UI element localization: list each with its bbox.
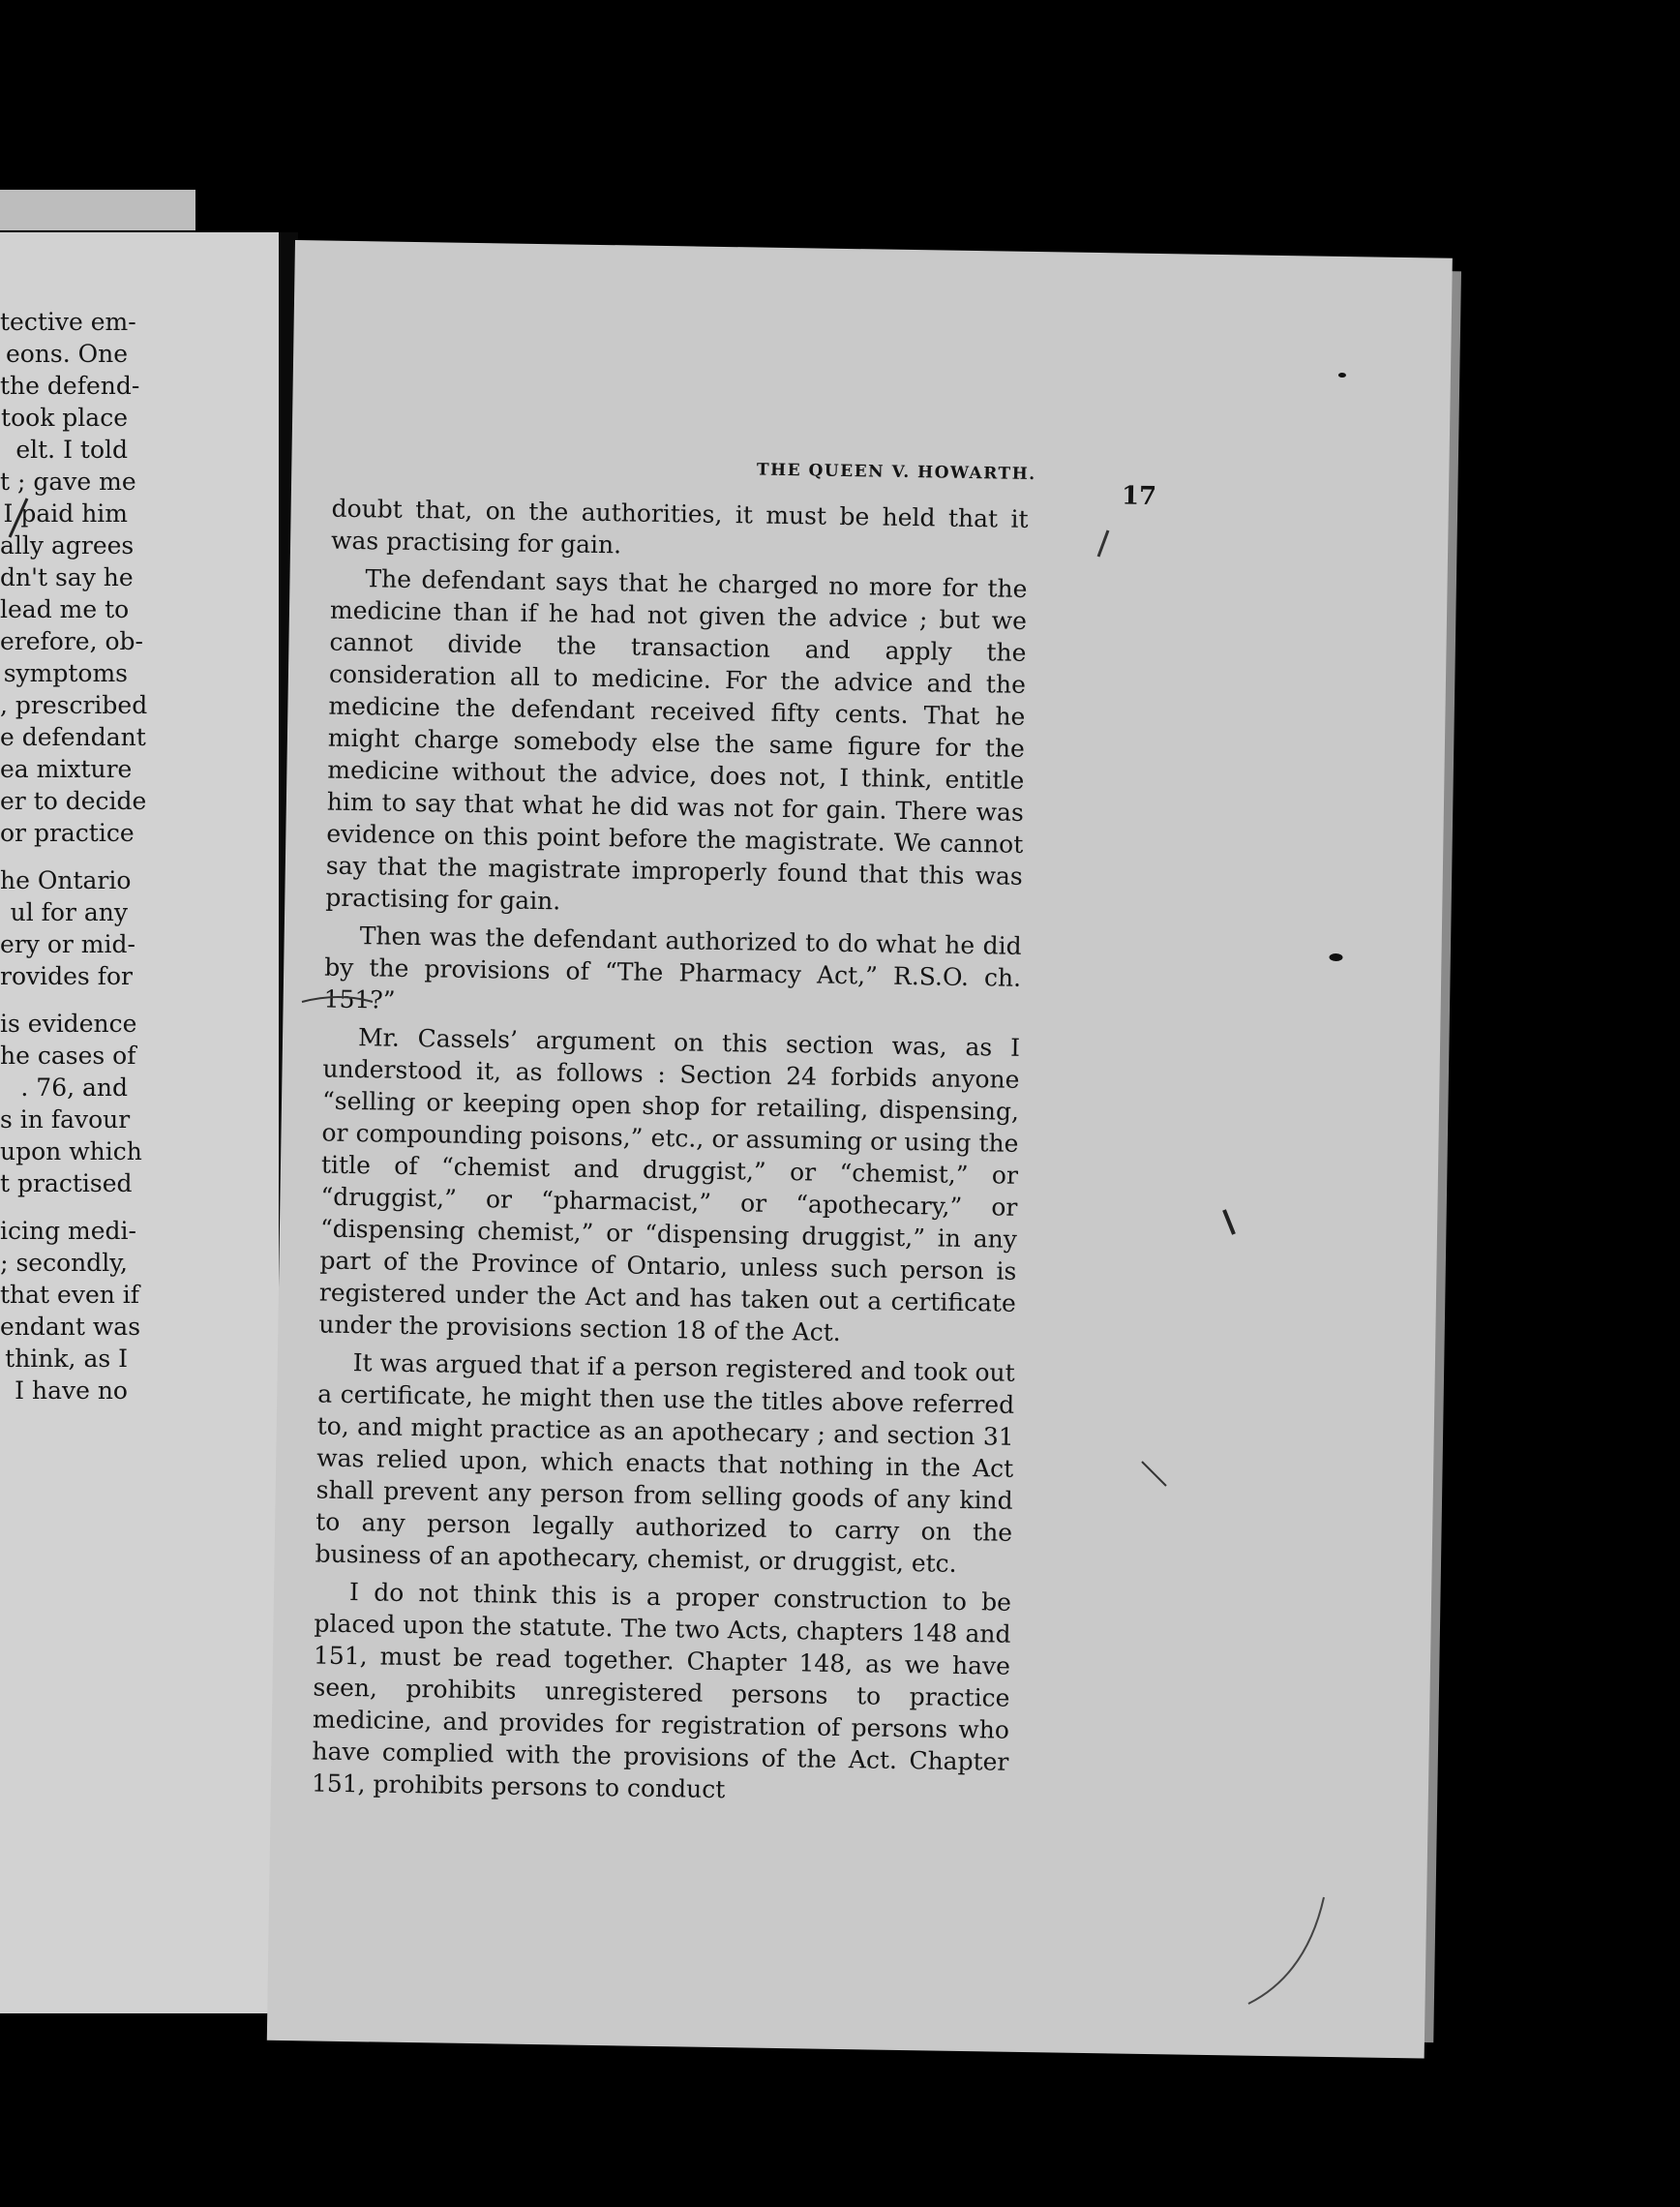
left-line: e defendant [0, 723, 146, 751]
left-line: , prescribed [0, 691, 148, 719]
left-line: is evidence [0, 1010, 137, 1038]
left-line: I paid him [3, 499, 128, 528]
left-line: rovides for [0, 962, 133, 990]
previous-leaf-strip [0, 190, 195, 230]
left-line: ul for any [10, 898, 128, 926]
left-line: lead me to [0, 595, 130, 623]
left-line: or practice [0, 819, 135, 847]
left-line: he Ontario [0, 866, 132, 894]
left-line: t practised [0, 1169, 133, 1197]
left-line: tective em- [0, 308, 136, 336]
left-line: ; secondly, [0, 1249, 128, 1277]
ink-speck [1329, 953, 1342, 961]
left-line: think, as I [5, 1345, 128, 1373]
left-line: elt. I told [15, 436, 128, 464]
left-line: the defend- [0, 372, 140, 400]
left-line: ally agrees [0, 531, 135, 559]
left-line: he cases of [0, 1042, 136, 1070]
left-paragraph-gap [0, 1199, 128, 1215]
left-line: er to decide [0, 787, 147, 815]
right-page [267, 240, 1453, 2059]
left-paragraph-gap [0, 992, 128, 1008]
left-line: . 76, and [20, 1073, 128, 1102]
left-paragraph-gap [0, 849, 128, 864]
left-line: symptoms [3, 659, 128, 687]
left-line: icing medi- [0, 1217, 136, 1245]
left-line: eons. One [5, 340, 128, 368]
left-line: s in favour [0, 1105, 131, 1134]
paragraph: Mr. Cassels’ argument on this section was, as I understood it, as follows : Section 24 forbids anyone “selling or keeping open shop for retailing, dispensing, or compounding poisons,” etc., or assuming or using the title of “chemist and druggist,” or “chemist,” or “druggist,” or “pharmacist,” or “apothecary,” or “dispensing chemist,” or “dispensing druggist,” in any part of the Province of Ontario, unless such person is registered under the Act and has taken out a certificate under the provisions section 18 of the Act. [318, 1023, 1021, 1346]
left-line: that even if [0, 1281, 140, 1309]
left-line: endant was [0, 1313, 141, 1341]
left-line: I have no [15, 1376, 128, 1405]
left-page-text [0, 306, 148, 1406]
left-line: ery or mid- [0, 930, 135, 958]
paragraph: doubt that, on the authorities, it must be held that it was practising for gain. [330, 494, 1029, 559]
page-number: 17 [1121, 481, 1157, 512]
paragraph: I do not think this is a proper construction to be placed upon the statute. The two Acts, chapters 148 and 151, must be read together. Chapter 148, as we have seen, prohibits unregistered persons to practice medicine, and provides for registration of persons who have complied with the provisions of the Act. Chapter 151, prohibits persons to conduct [311, 1578, 1012, 1804]
left-line: t ; gave me [0, 468, 136, 496]
left-line: ea mixture [0, 755, 133, 783]
paragraph: It was argued that if a person registered and took out a certificate, he might then use the titles above referred to, and might practice as an apothecary ; and section 31 was relied upon, which enacts that nothing in the Act shall prevent any person from selling goods of any kind to any person legally authorized to carry on the business of an apothecary, chemist, or druggist, etc. [315, 1348, 1015, 1578]
left-line: upon which [0, 1137, 142, 1165]
ink-speck [1338, 373, 1346, 378]
left-line: took place [1, 404, 128, 432]
running-head: THE QUEEN V. HOWARTH. [756, 460, 1036, 485]
left-line: dn't say he [0, 563, 134, 591]
paragraph: The defendant says that he charged no more for the medicine than if he had not given the advice ; but we cannot divide the transaction and apply the consideration all to medicine. For the advice and the medicine the defendant received fifty cents. That he might charge somebody else the same figure for the medicine without the advice, does not, I think, entitle him to say that what he did was not for gain. There was evidence on this point before the magistrate. We cannot say that the magistrate improperly found that this was practising for gain. [325, 564, 1028, 916]
paragraph: Then was the defendant authorized to do what he did by the provisions of “The Pharmacy Act,” R.S.O. ch. 151?” [323, 922, 1022, 1014]
page-body [312, 493, 1029, 1816]
left-line: erefore, ob- [0, 627, 143, 655]
